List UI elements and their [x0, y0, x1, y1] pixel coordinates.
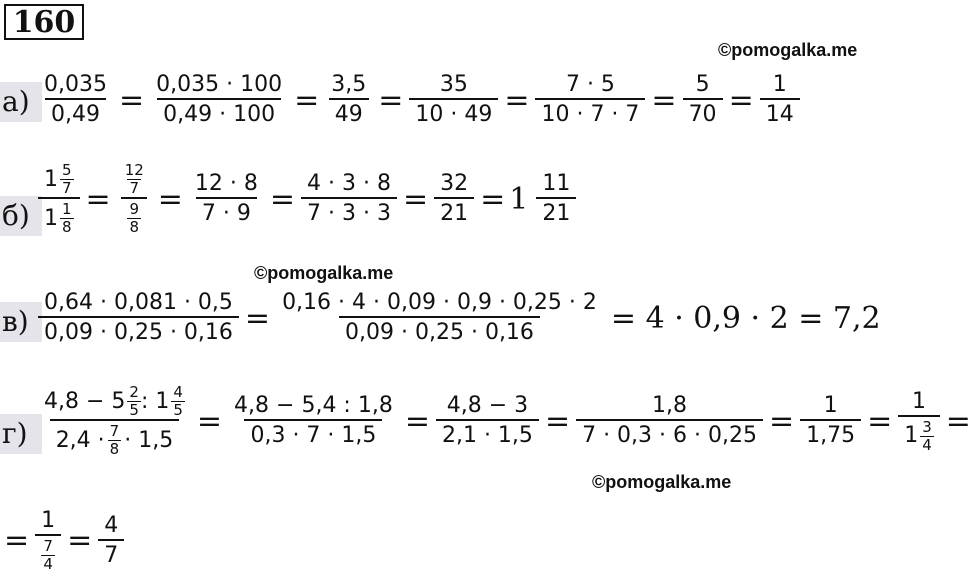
a-fraction-5: $\frac{7 \cdot 5}{10 \cdot 7 \cdot 7}$ [535, 72, 645, 128]
equals-sign: = [651, 82, 677, 118]
fraction-g-last: 1 1 3 4 [898, 389, 940, 454]
result-whole-b: 1 [509, 181, 529, 217]
watermark-bottom: ©pomogalka.me [592, 472, 732, 492]
equals-sign: = [294, 82, 320, 118]
part-g-label: г) [0, 414, 42, 454]
a-fraction-4: $\frac{35}{10 \cdot 49}$ [409, 72, 498, 128]
part-a-equation [36, 72, 802, 128]
a-fraction-2: $\frac{0,035 \cdot 100}{0,49 \cdot 100}$ [156, 72, 283, 127]
equals-sign: = [544, 403, 571, 439]
equals-sign: = [867, 403, 893, 439]
complex-fraction-b2: $\frac{\frac{12}{7}}{\frac{9}{8}}$ [117, 162, 152, 236]
v-fraction-1: $\frac{0,64 \cdot 0,081 \cdot 0,5}{0,09 \cdot 0,25 \cdot 0,16}$ [38, 290, 239, 346]
v-fraction-2: $\frac{0,16 \cdot 4 \cdot 0,09 \cdot 0,9 \cdot 0,25 \cdot 2}{0,09 \cdot 0,25 \cdot 0,16}$ [282, 290, 597, 345]
part-v-label: в) [0, 302, 42, 342]
fraction-g-cont: $\frac{1}{\frac{7}{4}}$ [35, 508, 61, 573]
complex-fraction-b1: 1 5 7 1 1 8 [38, 162, 80, 236]
b-fraction-1: $\frac{12 \cdot 8}{7 \cdot 9}$ [194, 171, 258, 226]
watermark-top: ©pomogalka.me [718, 40, 858, 60]
g-fraction-1: $\frac{4,8 - 5,4 : 1,8}{0,3 \cdot 7 \cdot 1,5}$ [234, 393, 393, 448]
part-b-label: б) [0, 196, 42, 236]
equals-sign: = [403, 181, 429, 217]
a-fraction-1: $\frac{0,035}{0,49}$ [44, 72, 107, 127]
fraction-g-result: $\frac{4}{7}$ [98, 513, 124, 569]
equals-sign: = [118, 82, 145, 118]
equals-sign: = [269, 181, 296, 217]
equals-sign: = [768, 403, 795, 439]
complex-fraction-g1: 4,8 − 5 2 5 : 1 4 5 2,4 · 7 8 · 1,5 [44, 383, 183, 458]
b-fraction-3: $\frac{32}{21}$ [434, 171, 474, 227]
part-a-label: а) [0, 82, 42, 122]
equals-sign: = [728, 82, 754, 118]
g-fraction-2: $\frac{4,8 - 3}{2,1 \cdot 1,5}$ [436, 393, 539, 449]
watermark-middle: ©pomogalka.me [254, 263, 394, 283]
g-fraction-4: $\frac{1}{1,75}$ [800, 393, 861, 449]
part-b-equation: 1 5 7 1 1 8 = $\frac{\frac{12}{7}}{\frac{9}{8}}$ = $\frac{12 \cdot 8}{7 \cdot 9}$ = $\frac{4 \cdot 3 \cdot 8}{7 \cdot 3 \cdot 3}$ = $\frac{32}{21}$ = 1 $\frac{11}{21}$ [36, 162, 578, 236]
a-fraction-7: $\frac{1}{14}$ [760, 72, 800, 128]
g-fraction-3: $\frac{1,8}{7 \cdot 0,3 \cdot 6 \cdot 0,25}$ [576, 393, 763, 449]
a-fraction-3: $\frac{3,5}{49}$ [325, 72, 372, 128]
a-fraction-6: $\frac{5}{70}$ [683, 72, 723, 128]
result-fraction-b: $\frac{11}{21}$ [536, 171, 576, 227]
problem-number: 160 [4, 4, 84, 40]
equals-sign: = [244, 300, 271, 336]
equals-sign: = [504, 82, 530, 118]
result-v: = 4 · 0,9 · 2 = 7,2 [610, 300, 881, 336]
equals-sign: = [378, 82, 404, 118]
part-g-equation: 4,8 − 5 2 5 : 1 4 5 2,4 · 7 8 · 1,5 = $\frac{4,8 - 5,4 : 1,8}{0,3 \cdot 7 \cdot 1,5}$ = $\frac{4,8 - 3}{2,1 \cdot 1,5}$ = $\frac{1,8}{7 \cdot 0,3 \cdot 6 \cdot 0,25}$ = $\frac{1}{1,75}$ = 1 1 3 4 = [36, 384, 975, 458]
part-g-continuation: = $\frac{1}{\frac{7}{4}}$ = $\frac{4}{7}$ [0, 508, 126, 573]
part-v-equation [36, 290, 881, 346]
b-fraction-2: $\frac{4 \cdot 3 \cdot 8}{7 \cdot 3 \cdot 3}$ [301, 171, 397, 227]
equals-sign: = [404, 403, 430, 439]
